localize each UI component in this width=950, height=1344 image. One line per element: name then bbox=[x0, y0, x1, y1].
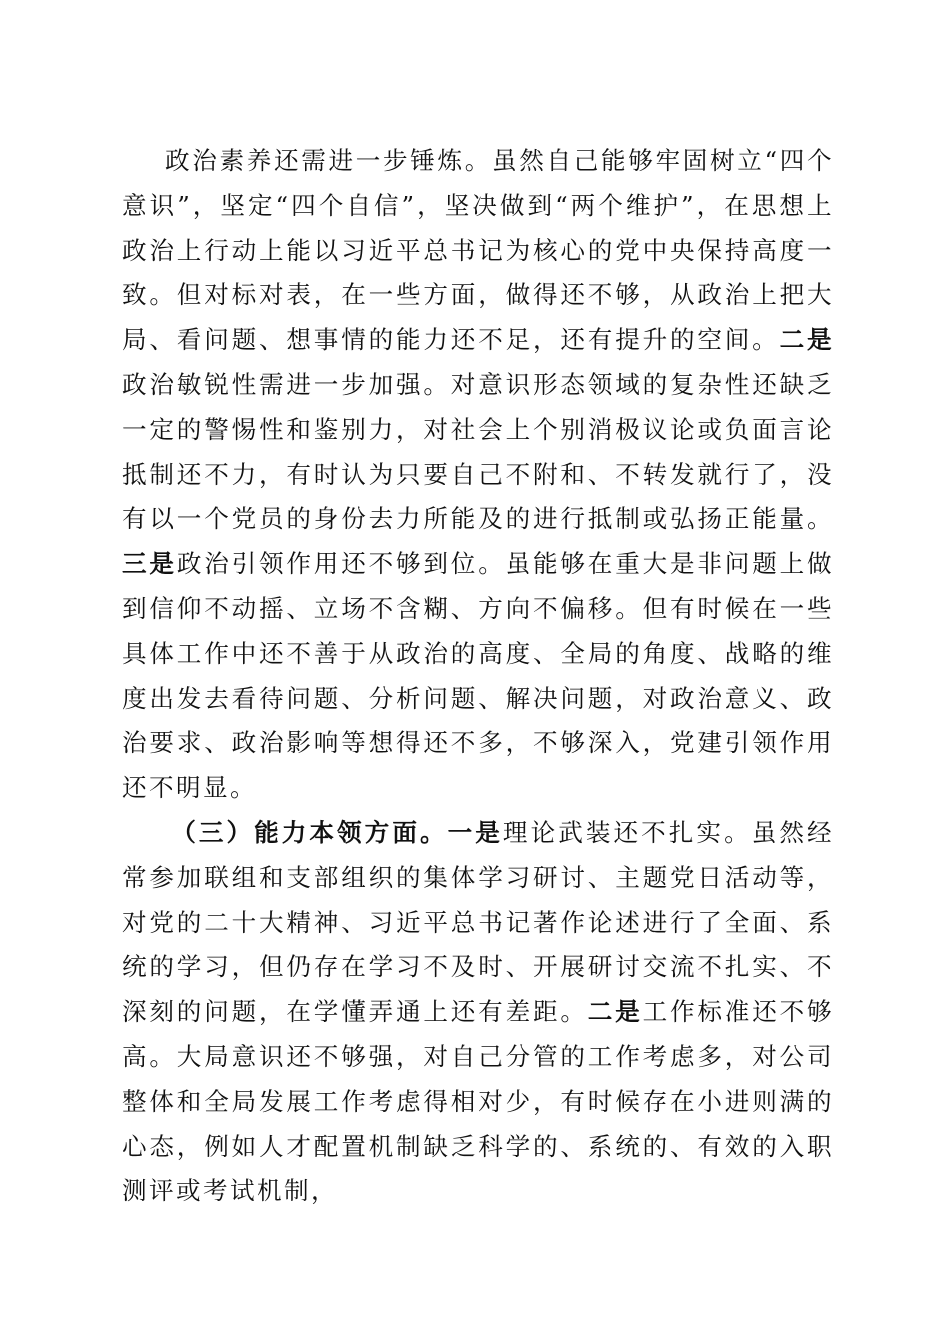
text-run: 理论武装还不扎实。虽然经常参加联组和支部组织的集体学习研讨、主题党日活动等，对党的二十大精神、习近平总书记著作论述进行了全面、系统的学习，但仍存在学习不及时、开展研讨交流不扎实、不深刻的问题，在学懂弄通上还有差距。 bbox=[122, 817, 834, 1027]
bold-marker-er-shi: 二是 bbox=[587, 997, 643, 1027]
bold-marker-yi-shi: 一是 bbox=[447, 817, 503, 847]
paragraph-political-quality bbox=[122, 139, 834, 811]
text-run: 政治引领作用还不够到位。虽能够在重大是非问题上做到信仰不动摇、立场不含糊、方向不偏移。但有时候在一些具体工作中还不善于从政治的高度、全局的角度、战略的维度出发去看待问题、分析问题、解决问题，对政治意义、政治要求、政治影响等想得还不多，不够深入，党建引领作用还不明显。 bbox=[122, 549, 834, 803]
section-heading-ability: （三）能力本领方面。 bbox=[171, 817, 448, 847]
paragraph-ability bbox=[122, 811, 834, 1214]
text-run: 政治素养还需进一步锤炼。虽然自己能够牢固树立“四个意识”，坚定“四个自信”，坚决做到“两个维护”，在思想上政治上行动上能以习近平总书记为核心的党中央保持高度一致。但对标对表，在一些方面，做得还不够，从政治上把大局、看问题、想事情的能力还不足，还有提升的空间。 bbox=[122, 146, 834, 355]
text-run: 政治敏锐性需进一步加强。对意识形态领域的复杂性还缺乏一定的警惕性和鉴别力，对社会上个别消极议论或负面言论抵制还不力，有时认为只要自己不附和、不转发就行了，没有以一个党员的身份去力所能及的进行抵制或弘扬正能量。 bbox=[122, 369, 834, 534]
document-body bbox=[122, 139, 834, 1214]
bold-marker-san-shi: 三是 bbox=[122, 549, 177, 579]
bold-marker-er-shi: 二是 bbox=[779, 325, 834, 355]
text-run: 工作标准还不够高。大局意识还不够强，对自己分管的工作考虑多，对公司整体和全局发展工作考虑得相对少，有时候存在小进则满的心态，例如人才配置机制缺乏科学的、系统的、有效的入职测评或考试机制， bbox=[122, 997, 834, 1206]
